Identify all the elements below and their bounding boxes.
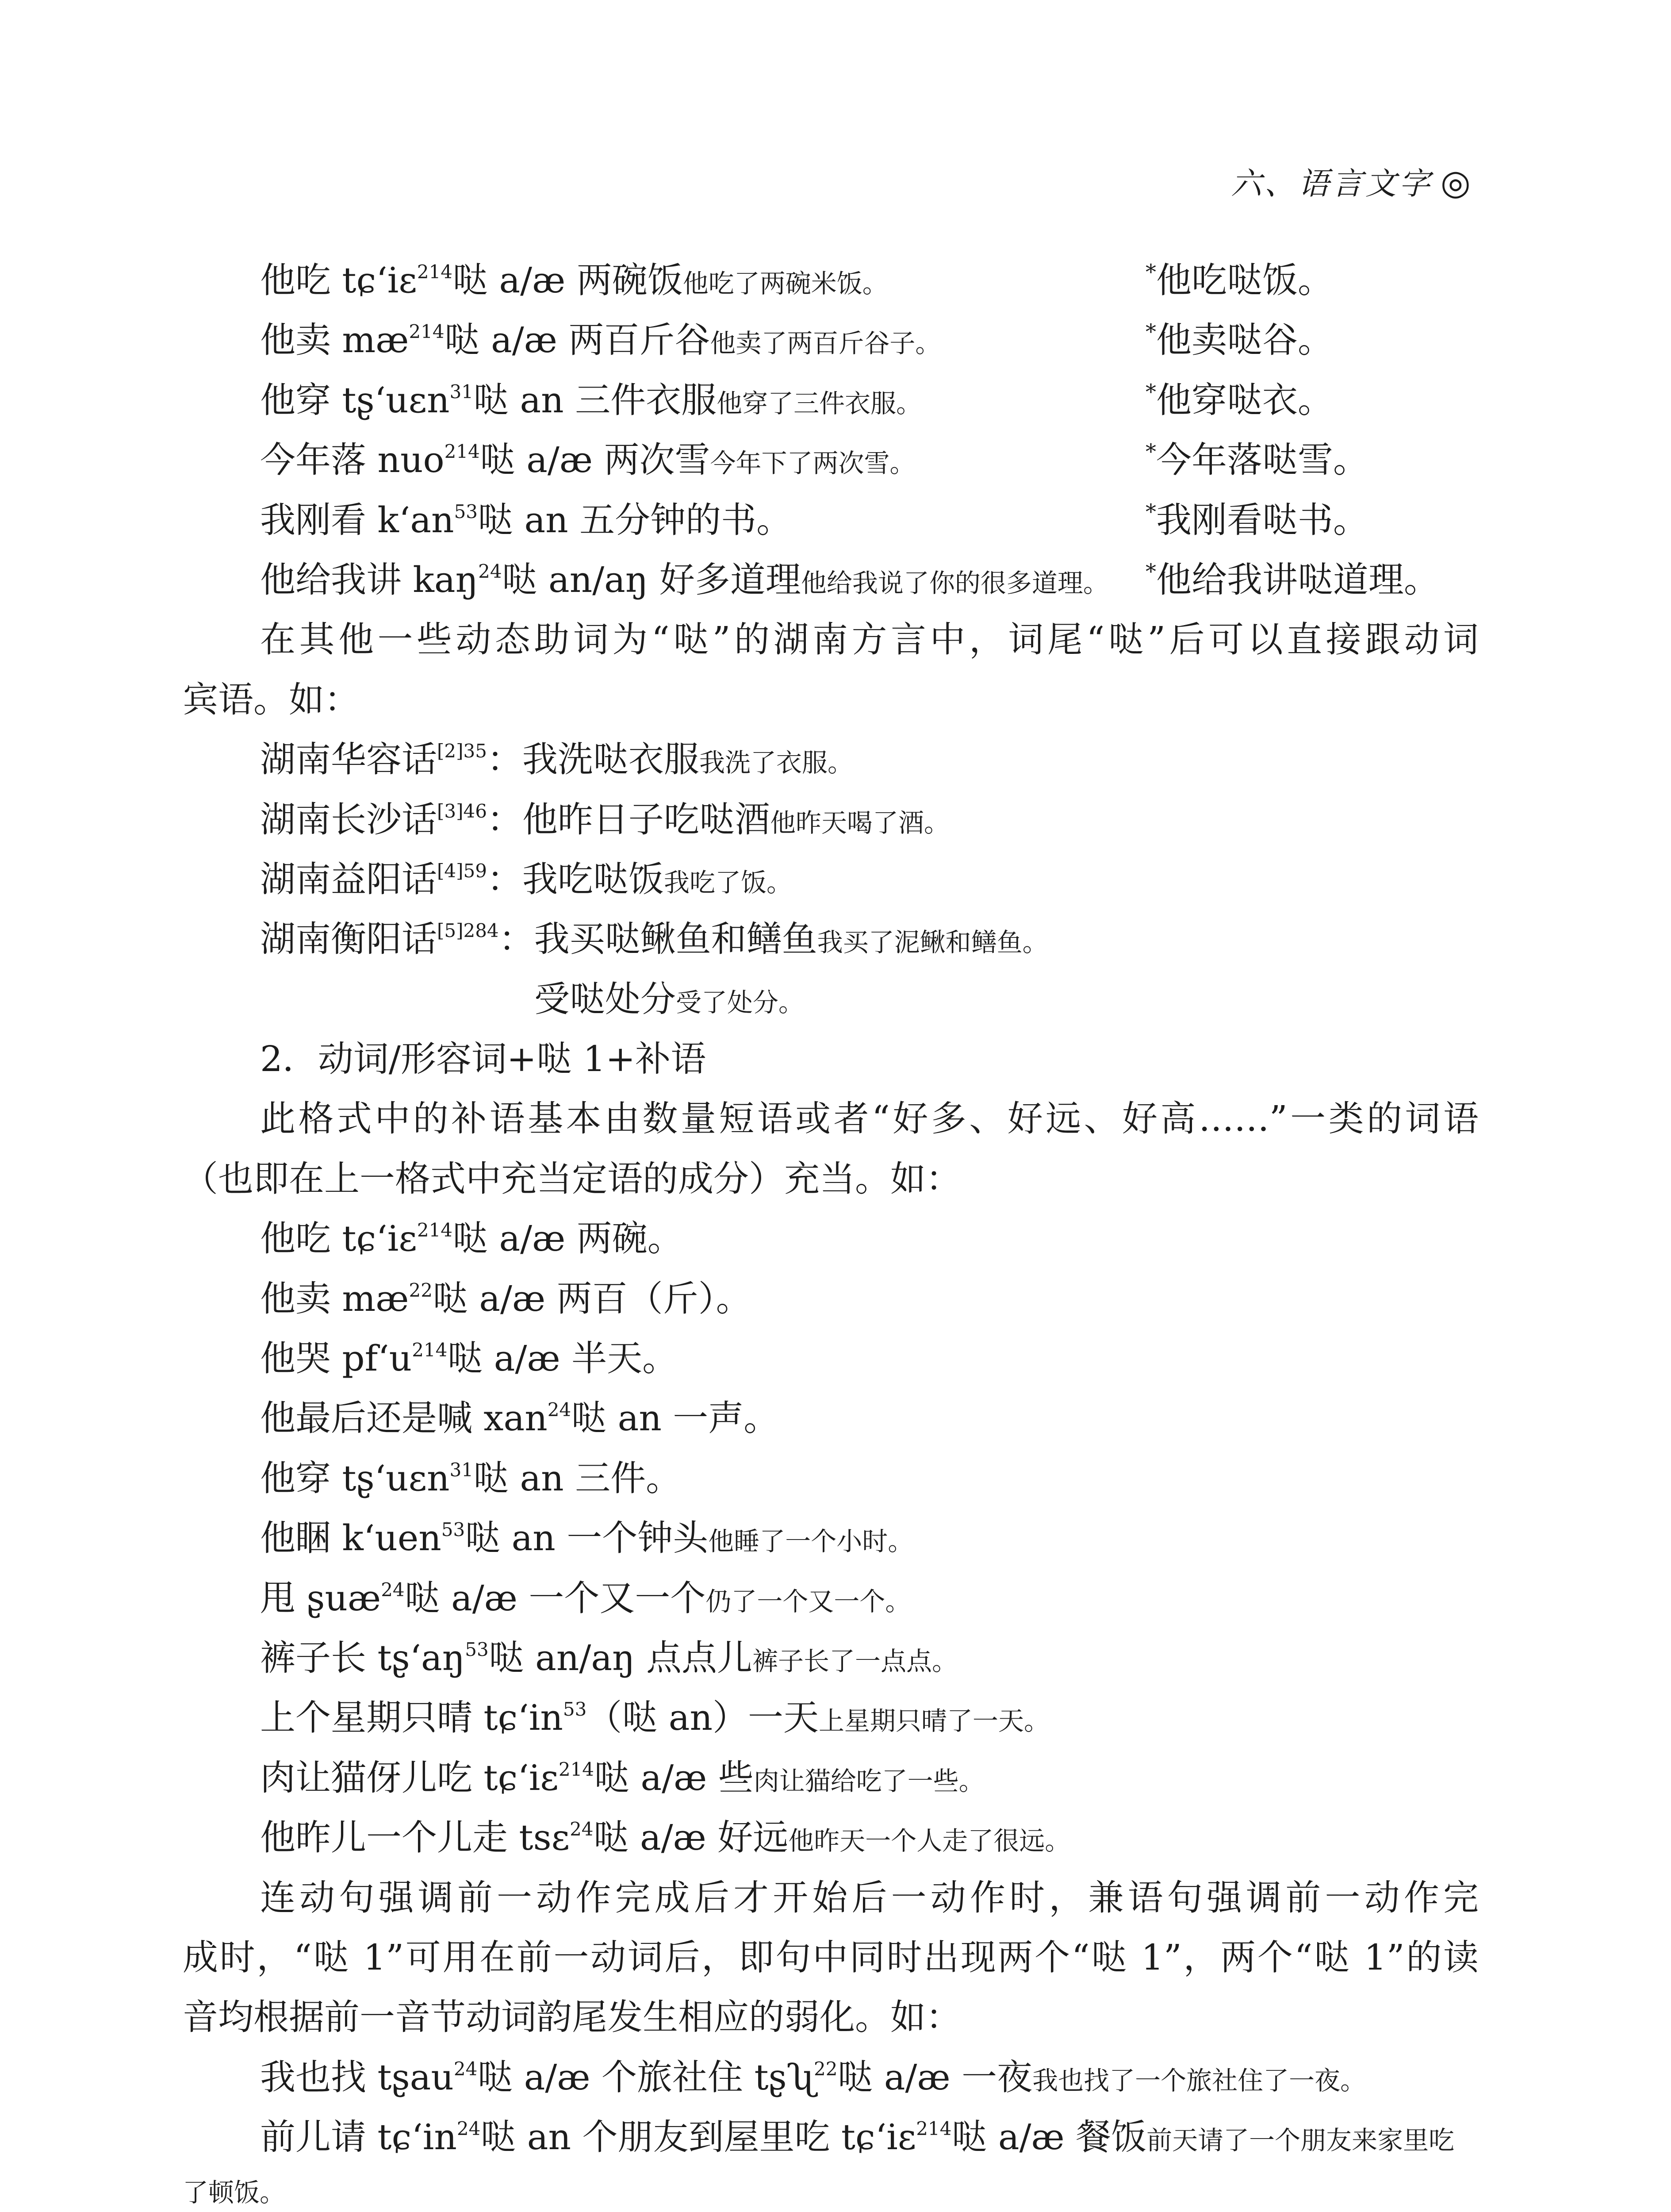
ungrammatical-example	[1146, 490, 1368, 550]
dialect-example-continuation	[183, 969, 1479, 1029]
citation-superscript: [2]35	[437, 740, 487, 762]
ungrammatical-sentence: 他卖哒谷。	[1156, 319, 1333, 361]
example-main	[260, 430, 916, 490]
paragraph-line: 音均根据前一音节动词韵尾发生相应的弱化。如：	[183, 1997, 961, 2038]
gloss-translation: 前天请了一个朋友来家里吃	[1146, 2125, 1455, 2156]
example-sentence-tail: 哒 a/æ 一夜	[837, 2056, 1033, 2098]
example-sentence: 肉让猫伢儿吃 tɕ‘iɛ	[260, 1757, 559, 1798]
example-sentence: 我也找 tʂau	[260, 2056, 454, 2098]
gloss-translation: 他昨天一个人走了很远。	[788, 1826, 1071, 1856]
gloss-translation: 他睡了一个小时。	[708, 1526, 914, 1557]
example-line	[183, 430, 1479, 490]
example-sentence-tail: 哒 an 一声。	[571, 1398, 779, 1439]
example-sentence: ：我买哒鳅鱼和鳝鱼	[498, 918, 817, 960]
tone-superscript: 24	[453, 2058, 478, 2080]
tone-superscript: 24	[381, 1578, 405, 1601]
example-sentence: 他吃 tɕ‘iɛ	[260, 1218, 417, 1260]
example-sentence: 今年落 nuo	[260, 439, 445, 481]
example-line	[183, 2047, 1479, 2107]
example-line	[183, 310, 1479, 370]
example-sentence: 他哭 pf‘u	[260, 1338, 412, 1379]
example-sentence: ：他昨日子吃哒酒	[487, 799, 770, 840]
dialect-example-line	[183, 849, 1479, 909]
example-sentence: 他穿 tʂ‘uɛn	[260, 1457, 450, 1499]
paragraph-line: 此格式中的补语基本由数量短语或者“好多、好远、好高……”一类的词语	[260, 1098, 1479, 1140]
tone-superscript: 24	[570, 1818, 594, 1840]
example-sentence-middle: 哒 an 个朋友到屋里吃 tɕ‘iɛ	[480, 2116, 916, 2158]
example-sentence-tail: 哒 a/æ 两百（斤）。	[432, 1278, 751, 1319]
example-sentence: 他卖 mæ	[260, 1278, 409, 1319]
example-sentence-tail: 哒 an 三件衣服	[473, 379, 717, 421]
gloss-translation: 受了处分。	[676, 987, 805, 1018]
paragraph-line: 成时，“哒 1”可用在前一动词后，即句中同时出现两个“哒 1”，两个“哒 1”的读	[183, 1936, 1479, 1978]
citation-superscript: [3]46	[437, 800, 487, 822]
example-sentence-tail: 哒 an 五分钟的书。	[478, 499, 792, 541]
example-line	[183, 2107, 1510, 2167]
paragraph-line: （也即在上一格式中充当定语的成分）充当。如：	[183, 1158, 961, 1199]
example-line	[183, 1748, 1479, 1808]
tone-superscript: 24	[478, 560, 502, 582]
citation-superscript: [4]59	[437, 860, 487, 882]
tone-superscript: 24	[547, 1399, 571, 1421]
gloss-translation: 他给我说了你的很多道理。	[801, 568, 1109, 598]
example-sentence: 裤子长 tʂ‘aŋ	[260, 1637, 465, 1678]
example-sentence: 他昨儿一个儿走 tsɛ	[260, 1817, 570, 1859]
dialect-name: 湖南长沙话	[260, 799, 437, 840]
gloss-translation: 我洗了衣服。	[699, 748, 853, 778]
gloss-translation: 肉让猫给吃了一些。	[753, 1766, 985, 1796]
ungrammatical-sentence: 我刚看哒书。	[1156, 499, 1368, 541]
example-line	[183, 1568, 1479, 1628]
example-line	[183, 1688, 1479, 1747]
example-sentence-tail: 哒 a/æ 两碗饭	[452, 260, 683, 301]
example-line	[183, 1269, 1479, 1329]
dialect-example-line	[183, 909, 1479, 969]
example-line	[183, 250, 1479, 310]
gloss-translation: 裤子长了一点点。	[752, 1646, 958, 1676]
tone-superscript: 214	[417, 1219, 453, 1241]
gloss-translation: 他卖了两百斤谷子。	[710, 328, 941, 359]
tone-superscript: 214	[412, 1339, 448, 1361]
example-sentence: 甩 ʂuæ	[260, 1577, 381, 1619]
example-sentence-tail: （哒 an）一天	[586, 1697, 819, 1739]
ungrammatical-asterisk: *	[1146, 559, 1156, 584]
tone-superscript: 24	[456, 2118, 481, 2140]
gloss-translation: 他吃了两碗米饭。	[682, 269, 888, 299]
section-title: 六、语言文字	[1230, 165, 1433, 202]
example-main	[260, 550, 1109, 610]
example-main	[260, 490, 792, 550]
example-sentence-tail: 哒 a/æ 两百斤谷	[444, 319, 710, 361]
ungrammatical-sentence: 他穿哒衣。	[1156, 379, 1333, 421]
ungrammatical-sentence: 他给我讲哒道理。	[1156, 559, 1439, 600]
example-line	[183, 550, 1479, 610]
tone-superscript: 22	[813, 2058, 838, 2080]
dialect-name: 湖南益阳话	[260, 858, 437, 900]
example-line	[183, 370, 1479, 430]
example-sentence: 前儿请 tɕ‘in	[260, 2116, 457, 2158]
ungrammatical-asterisk: *	[1146, 260, 1156, 284]
dialect-name: 湖南衡阳话	[260, 918, 437, 960]
ungrammatical-example	[1146, 250, 1333, 310]
example-sentence: 上个星期只晴 tɕ‘in	[260, 1697, 563, 1739]
example-line	[183, 1329, 1479, 1388]
tone-superscript: 53	[563, 1698, 587, 1720]
tone-superscript: 214	[444, 441, 480, 463]
example-line	[183, 1209, 1479, 1268]
example-sentence-tail: 哒 a/æ 两次雪	[479, 439, 710, 481]
tone-superscript: 31	[449, 1459, 474, 1481]
ungrammatical-example	[1146, 430, 1368, 490]
tone-superscript: 53	[441, 1519, 465, 1541]
gloss-translation: 我也找了一个旅社住了一夜。	[1032, 2065, 1366, 2096]
running-header	[1231, 156, 1471, 209]
paragraph-line: 在其他一些动态助词为“哒”的湖南方言中，词尾“哒”后可以直接跟动词	[260, 619, 1479, 661]
ungrammatical-sentence: 今年落哒雪。	[1156, 439, 1368, 481]
example-sentence-middle: 哒 a/æ 个旅社住 tʂʯ	[477, 2056, 814, 2098]
example-sentence: 他最后还是喊 xan	[260, 1398, 548, 1439]
example-sentence-tail: 哒 a/æ 一个又一个	[404, 1577, 706, 1619]
gloss-translation: 了顿饭。	[183, 2177, 286, 2208]
gloss-translation: 上星期只晴了一天。	[819, 1706, 1050, 1736]
example-main	[260, 310, 941, 370]
ungrammatical-example	[1146, 370, 1333, 430]
ungrammatical-asterisk: *	[1146, 499, 1156, 524]
gloss-translation: 今年下了两次雪。	[710, 448, 916, 479]
ungrammatical-example	[1146, 550, 1439, 610]
example-sentence: 他卖 mæ	[260, 319, 409, 361]
tone-superscript: 31	[449, 380, 474, 403]
ungrammatical-example	[1146, 310, 1333, 370]
example-sentence: 他吃 tɕ‘iɛ	[260, 260, 417, 301]
example-line	[183, 1388, 1479, 1448]
gloss-translation: 他昨天喝了酒。	[770, 807, 950, 838]
example-sentence: ：我洗哒衣服	[487, 739, 699, 780]
ungrammatical-asterisk: *	[1146, 379, 1156, 404]
example-line	[183, 1808, 1479, 1867]
dialect-example-line	[183, 790, 1479, 849]
gloss-translation: 仍了一个又一个。	[705, 1586, 911, 1617]
gloss-translation: 他穿了三件衣服。	[717, 388, 922, 419]
example-sentence: 他给我讲 kaŋ	[260, 559, 479, 600]
example-sentence-tail: 哒 a/æ 半天。	[447, 1338, 678, 1379]
example-sentence: 受哒处分	[534, 978, 676, 1020]
example-sentence-tail: 哒 an 一个钟头	[465, 1517, 709, 1559]
tone-superscript: 53	[454, 500, 478, 522]
example-sentence-tail: 哒 a/æ 些	[594, 1757, 754, 1798]
gloss-continuation-line	[183, 2167, 1479, 2212]
example-sentence: 他穿 tʂ‘uɛn	[260, 379, 450, 421]
tone-superscript: 214	[409, 321, 445, 343]
dialect-example-line	[183, 730, 1479, 789]
double-circle-icon: ◎	[1440, 163, 1471, 203]
ungrammatical-sentence: 他吃哒饭。	[1156, 260, 1333, 301]
tone-superscript: 214	[916, 2118, 952, 2140]
example-sentence-tail: 哒 an/aŋ 点点儿	[488, 1637, 752, 1678]
example-sentence-tail: 哒 a/æ 两碗。	[452, 1218, 683, 1260]
example-sentence-tail: 哒 an 三件。	[473, 1457, 682, 1499]
page-body	[183, 250, 1479, 2212]
paragraph-line: 宾语。如：	[183, 679, 360, 720]
example-line	[183, 1508, 1479, 1568]
dialect-name: 湖南华容话	[260, 739, 437, 780]
paragraph-line: 连动句强调前一动作完成后才开始后一动作时，兼语句强调前一动作完	[260, 1877, 1479, 1918]
example-sentence: 他睏 k‘uen	[260, 1517, 441, 1559]
gloss-translation: 我买了泥鳅和鳝鱼。	[817, 927, 1048, 958]
ungrammatical-asterisk: *	[1146, 439, 1156, 465]
gloss-translation: 我吃了饭。	[663, 867, 792, 898]
example-sentence: 我刚看 k‘an	[260, 499, 454, 541]
example-sentence-tail: 哒 an/aŋ 好多道理	[502, 559, 801, 600]
tone-superscript: 214	[417, 261, 453, 283]
citation-superscript: [5]284	[437, 920, 499, 942]
example-main	[260, 370, 922, 430]
example-line	[183, 490, 1479, 550]
example-sentence: ：我吃哒饭	[487, 858, 664, 900]
tone-superscript: 214	[558, 1758, 594, 1780]
example-sentence-tail: 哒 a/æ 好远	[593, 1817, 789, 1859]
example-line	[183, 1628, 1479, 1688]
tone-superscript: 22	[409, 1279, 433, 1301]
example-line	[183, 1448, 1479, 1508]
ungrammatical-asterisk: *	[1146, 319, 1156, 345]
example-main	[260, 250, 888, 310]
tone-superscript: 53	[465, 1638, 489, 1660]
example-sentence-tail: 哒 a/æ 餐饭	[951, 2116, 1147, 2158]
section-heading: 2．动词/形容词+哒 1+补语	[260, 1038, 706, 1080]
